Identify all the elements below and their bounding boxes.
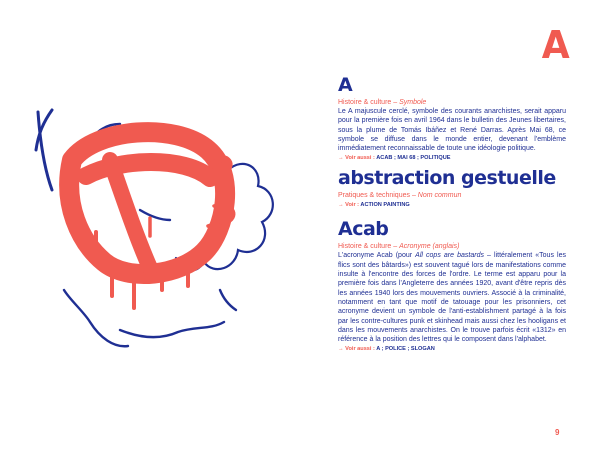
blue-stroke-right	[220, 290, 236, 310]
blue-stroke-bottom-2	[120, 322, 224, 337]
blue-stroke-mid	[140, 210, 170, 220]
entry-term: Acab	[338, 218, 389, 241]
red-a-leg	[110, 160, 150, 268]
entry-see-also: → Voir aussi : ACAB ; MAI 68 ; POLITIQUE	[338, 155, 451, 162]
see-links[interactable]: ACTION PAINTING	[360, 202, 410, 209]
entry-definition: L'acronyme Acab (pour All cops are bastards – littéralement «Tous les flics sont des bâtards») est souvent tagué lors de manifestations comme insulte à l'encontre des forces de l'ordre. Le terme est apparu pour la première fois dans l'Angleterre des années 1920, avant d'être repris dès les années 1940 lors des mouvements ouvriers. Associé à la criminalité, notamment en tant que motif de tatouage pour les prisonniers, cet acronyme devient un symbole de l'anti-establishment partagé à la fois par les contre-cultures punk et skinhead mais aussi chez les hooligans et dans les mouvements anarchistes. On le trouve parfois écrit «1312» en référence à la position des lettres qui le composent dans l'alphabet.	[338, 252, 566, 344]
entry-abstraction-gestuelle	[338, 167, 566, 210]
section-letter-badge: A	[541, 23, 569, 67]
entry-see: → Voir : ACTION PAINTING	[338, 202, 410, 209]
see-also-links[interactable]: ACAB ; MAI 68 ; POLITIQUE	[376, 155, 451, 162]
blue-stroke-bottom	[64, 290, 128, 346]
entry-acab	[338, 218, 566, 354]
entry-category: Pratiques & techniques – Nom commun	[338, 192, 462, 200]
arrow-icon: →	[338, 202, 344, 209]
entry-a	[338, 74, 566, 163]
arrow-icon: →	[338, 346, 344, 353]
entry-category: Histoire & culture – Acronyme (anglais)	[338, 243, 460, 251]
entry-definition: Le A majuscule cerclé, symbole des courants anarchistes, serait apparu pour la première fois en avril 1964 dans le bulletin des Jeunes libertaires, sous la plume de Tomás Ibáñez et René Darras. Après Mai 68, ce symbole se diffuse dans le monde entier, devenant l'emblème immédiatement reconnaissable de toute une idéologie politique.	[338, 108, 566, 153]
arrow-icon: →	[338, 155, 344, 162]
entry-term: abstraction gestuelle	[338, 167, 556, 190]
dictionary-column	[338, 74, 566, 354]
see-also-links[interactable]: A ; POLICE ; SLOGAN	[376, 346, 435, 353]
page-number: 9	[555, 428, 560, 437]
entry-term: A	[338, 74, 353, 96]
entry-category: Histoire & culture – Symbole	[338, 99, 427, 106]
entry-see-also: → Voir aussi : A ; POLICE ; SLOGAN	[338, 346, 435, 353]
